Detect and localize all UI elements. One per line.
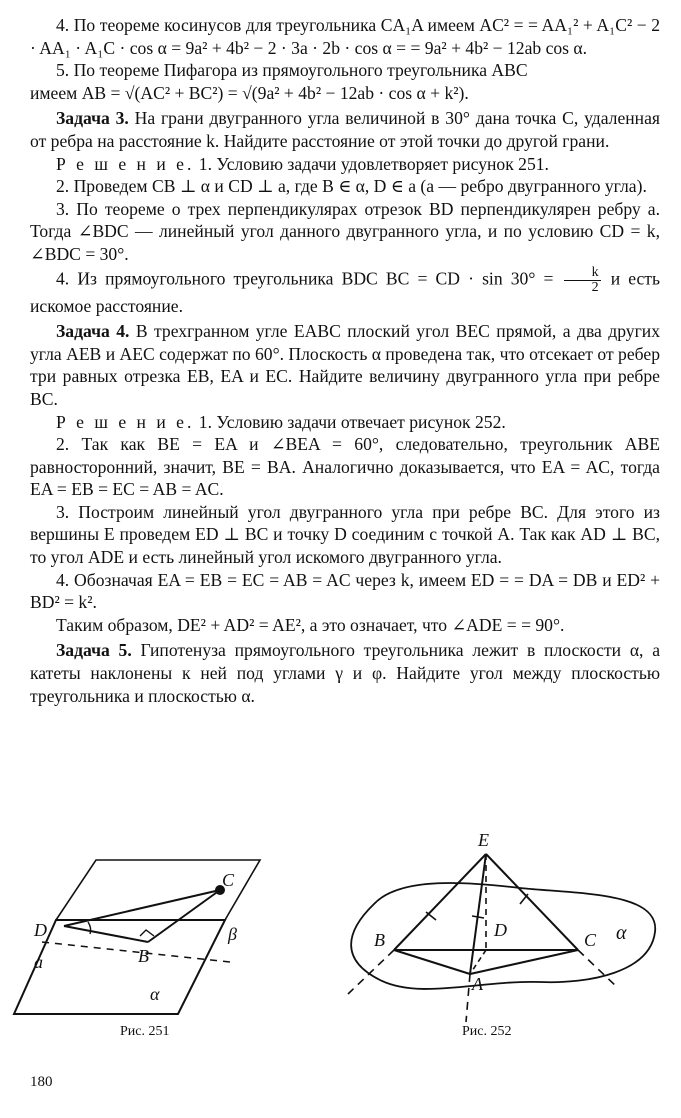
task3-solution-step3: 3. По теореме о трех перпендикулярах отрезок BD перпендикулярен ребру a. Тогда ∠BDC — линейный угол данного двугранного угла, и по условию CD = k, ∠BDC = 30°. [30, 198, 660, 264]
page-number: 180 [30, 1074, 53, 1090]
fig252-edge-EB [394, 854, 486, 950]
task4-solution-step2: 2. Так как BE = EA и ∠BEA = 60°, следовательно, треугольник ABE равносторонний, значит, BE = BA. Аналогично доказывается, что EA = AC, тогда EA = EB = EC = AB = AC. [30, 434, 660, 500]
fig251-label-alpha: α [150, 984, 160, 1004]
fig251-caption: Рис. 251 [120, 1024, 170, 1039]
task4-title: Задача 4. [56, 321, 130, 342]
solution-label: Р е ш е н и е. [56, 153, 195, 174]
fig251-segment-BD [64, 926, 148, 942]
fig252-label-D: D [494, 920, 507, 940]
fig251-angle-arc [88, 922, 91, 934]
fig252-label-B: B [374, 930, 385, 950]
fig252-tick-EC [520, 894, 528, 904]
task4-solution-step5: Таким образом, DE² + AD² = AE², а это означает, что ∠ADE = = 90°. [56, 614, 565, 635]
solution-label: Р е ш е н и е. [56, 411, 195, 432]
task3-solution-step1 [30, 153, 660, 176]
fraction-denominator: 2 [591, 279, 599, 295]
task3-solution-step4 [30, 266, 660, 318]
step4-text: 4. Из прямоугольного треугольника BDC BC = CD · sin 30° = [56, 268, 554, 289]
paragraph-step4-cosine: 4. По теореме косинусов для треугольника CA₁A имеем AC² = = AA₁² + A₁C² − 2 · AA₁ · A₁C · cos α = 9a² + 4b² − 2 · 3a · 2b · cos α = = 9a² + 4b² − 12ab cos α. [30, 15, 660, 58]
fig251-label-beta: β [228, 924, 237, 944]
task5-title: Задача 5. [56, 640, 132, 661]
fig252-extension-1 [348, 950, 394, 994]
fig252-label-A: A [472, 974, 483, 994]
fig251-label-a: a [34, 952, 43, 972]
fig251-right-angle-mark [140, 930, 154, 936]
fig252-tick-EA [472, 916, 484, 918]
fig251-label-D: D [34, 920, 47, 940]
task4-solution-step4: 4. Обозначая EA = EB = EC = AB = AC через k, имеем ED = = DA = DB и ED² + BD² = k². [30, 569, 660, 613]
task4-statement [30, 320, 660, 410]
fig252-edge-CA [470, 950, 578, 974]
fig252-label-alpha: α [616, 922, 627, 944]
task3-statement [30, 107, 660, 152]
step4-tail: и есть искомое расстояние. [30, 268, 660, 316]
task3-title: Задача 3. [56, 108, 129, 129]
task4-solution-step1 [30, 411, 660, 434]
figures [0, 822, 681, 1052]
fig251-edge-a [42, 942, 230, 962]
task4-solution-step3: 3. Построим линейный угол двугранного угла при ребре BC. Для этого из вершины E проведем ED ⊥ BC и точку D соединим с точкой A. Так как AD ⊥ BC, то угол ADE и есть линейный угол искомого двугранного угла. [30, 501, 660, 568]
task5-text: Гипотенуза прямоугольного треугольника лежит в плоскости α, а катеты наклонены к ней под углами γ и φ. Найдите угол между плоскостью треугольника и плоскостью α. [30, 640, 661, 706]
fig252-label-E: E [478, 830, 489, 850]
fig252-edge-BA [394, 950, 470, 974]
fraction-numerator: k [564, 266, 601, 281]
paragraph-step5-pythagoras: 5. По теореме Пифагора из прямоугольного треугольника ABC [56, 60, 528, 81]
fig252-caption: Рис. 252 [462, 1024, 512, 1039]
page-text [30, 14, 660, 707]
solution-text: 1. Условию задачи отвечает рисунок 252. [194, 411, 506, 432]
fig252-label-C: C [584, 930, 597, 950]
fig251-label-C: C [222, 870, 235, 890]
fig252-edge-EA [470, 854, 486, 974]
fig252-extension-2 [578, 950, 618, 988]
task3-text: На грани двугранного угла величиной в 30° дана точка C, удаленная от ребра на расстояние k. Найдите расстояние от этой точки до другой грани. [30, 108, 660, 151]
task4-text: В трехгранном угле EABC плоский угол BEC прямой, а два других угла AEB и AEC содержат по 60°. Плоскость α проведена так, что отсекает от ребер три равных отрезка EB, EA и EC. Найдите величину двугранного угла при ребре BC. [30, 321, 660, 409]
paragraph-step5-formula: имеем AB = √(AC² + BC²) = √(9a² + 4b² − 12ab · cos α + k²). [30, 82, 469, 103]
task3-solution-step2: 2. Проведем CB ⊥ α и CD ⊥ a, где B ∈ α, D ∈ a (a — ребро двугранного угла). [56, 176, 647, 197]
fraction-k-over-2 [564, 266, 601, 295]
task5-statement [30, 639, 660, 707]
fig252-extension-3 [466, 974, 470, 1022]
fig251-label-B: B [138, 946, 149, 966]
solution-text: 1. Условию задачи удовлетворяет рисунок 251. [194, 153, 549, 174]
